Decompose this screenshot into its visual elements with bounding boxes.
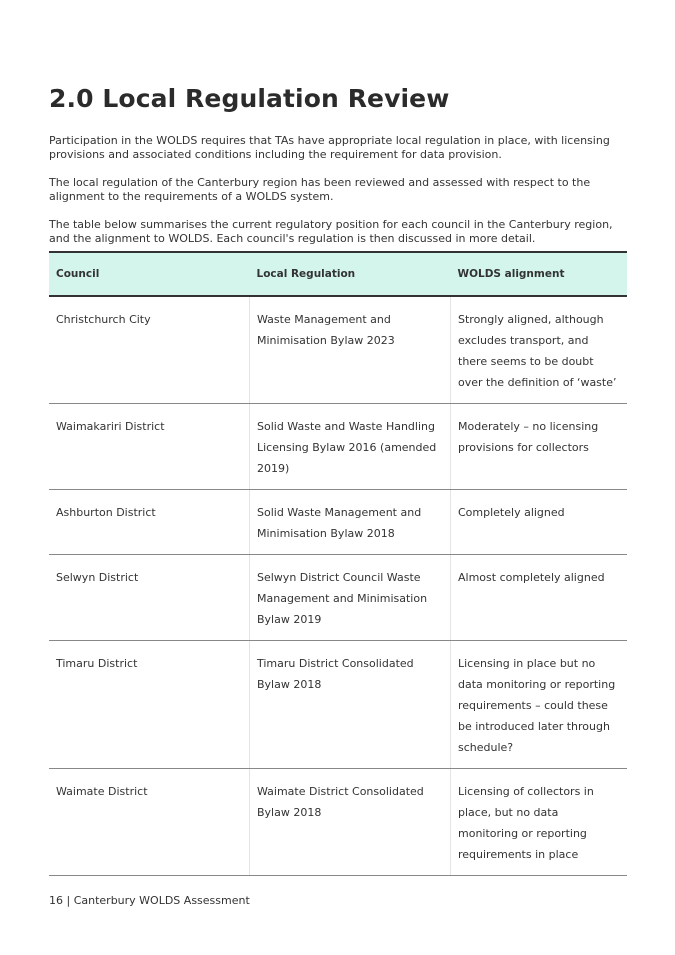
cell-regulation: Timaru District Consolidated Bylaw 2018 [250, 641, 451, 769]
header-wolds-alignment: WOLDS alignment [451, 252, 628, 296]
cell-alignment: Licensing in place but no data monitoring or reporting requirements – could these be introduced later through schedule? [451, 641, 628, 769]
cell-alignment: Strongly aligned, although excludes transport, and there seems to be doubt over the definition of ‘waste’ [451, 296, 628, 404]
table-row [49, 769, 627, 876]
cell-regulation: Solid Waste and Waste Handling Licensing Bylaw 2016 (amended 2019) [250, 404, 451, 490]
page-footer: 16 | Canterbury WOLDS Assessment [49, 894, 250, 907]
cell-alignment: Completely aligned [451, 490, 628, 555]
review-paragraph: The local regulation of the Canterbury region has been reviewed and assessed with respect to the alignment to the requirements of a WOLDS system. [49, 176, 591, 203]
table-row [49, 490, 627, 555]
cell-council: Ashburton District [49, 490, 250, 555]
cell-regulation: Solid Waste Management and Minimisation Bylaw 2018 [250, 490, 451, 555]
cell-regulation: Selwyn District Council Waste Management and Minimisation Bylaw 2019 [250, 555, 451, 641]
cell-alignment: Moderately – no licensing provisions for collectors [451, 404, 628, 490]
intro-paragraph: Participation in the WOLDS requires that TAs have appropriate local regulation in place, with licensing provisions and associated conditions including the requirement for data provision. [49, 134, 610, 161]
table-row [49, 296, 627, 404]
cell-regulation: Waste Management and Minimisation Bylaw 2023 [250, 296, 451, 404]
cell-council: Waimakariri District [49, 404, 250, 490]
cell-alignment: Almost completely aligned [451, 555, 628, 641]
table-row [49, 555, 627, 641]
header-council: Council [49, 252, 250, 296]
regulation-table [49, 251, 627, 876]
section-heading: 2.0 Local Regulation Review [49, 84, 450, 113]
cell-council: Timaru District [49, 641, 250, 769]
cell-council: Waimate District [49, 769, 250, 876]
cell-regulation: Waimate District Consolidated Bylaw 2018 [250, 769, 451, 876]
table-header-row [49, 252, 627, 296]
cell-council: Selwyn District [49, 555, 250, 641]
cell-alignment: Licensing of collectors in place, but no data monitoring or reporting requirements in place [451, 769, 628, 876]
cell-council: Christchurch City [49, 296, 250, 404]
table-row [49, 641, 627, 769]
table-row [49, 404, 627, 490]
table-intro-paragraph: The table below summarises the current regulatory position for each council in the Canterbury region, and the alignment to WOLDS. Each council's regulation is then discussed in more detail. [49, 218, 613, 245]
header-local-regulation: Local Regulation [250, 252, 451, 296]
